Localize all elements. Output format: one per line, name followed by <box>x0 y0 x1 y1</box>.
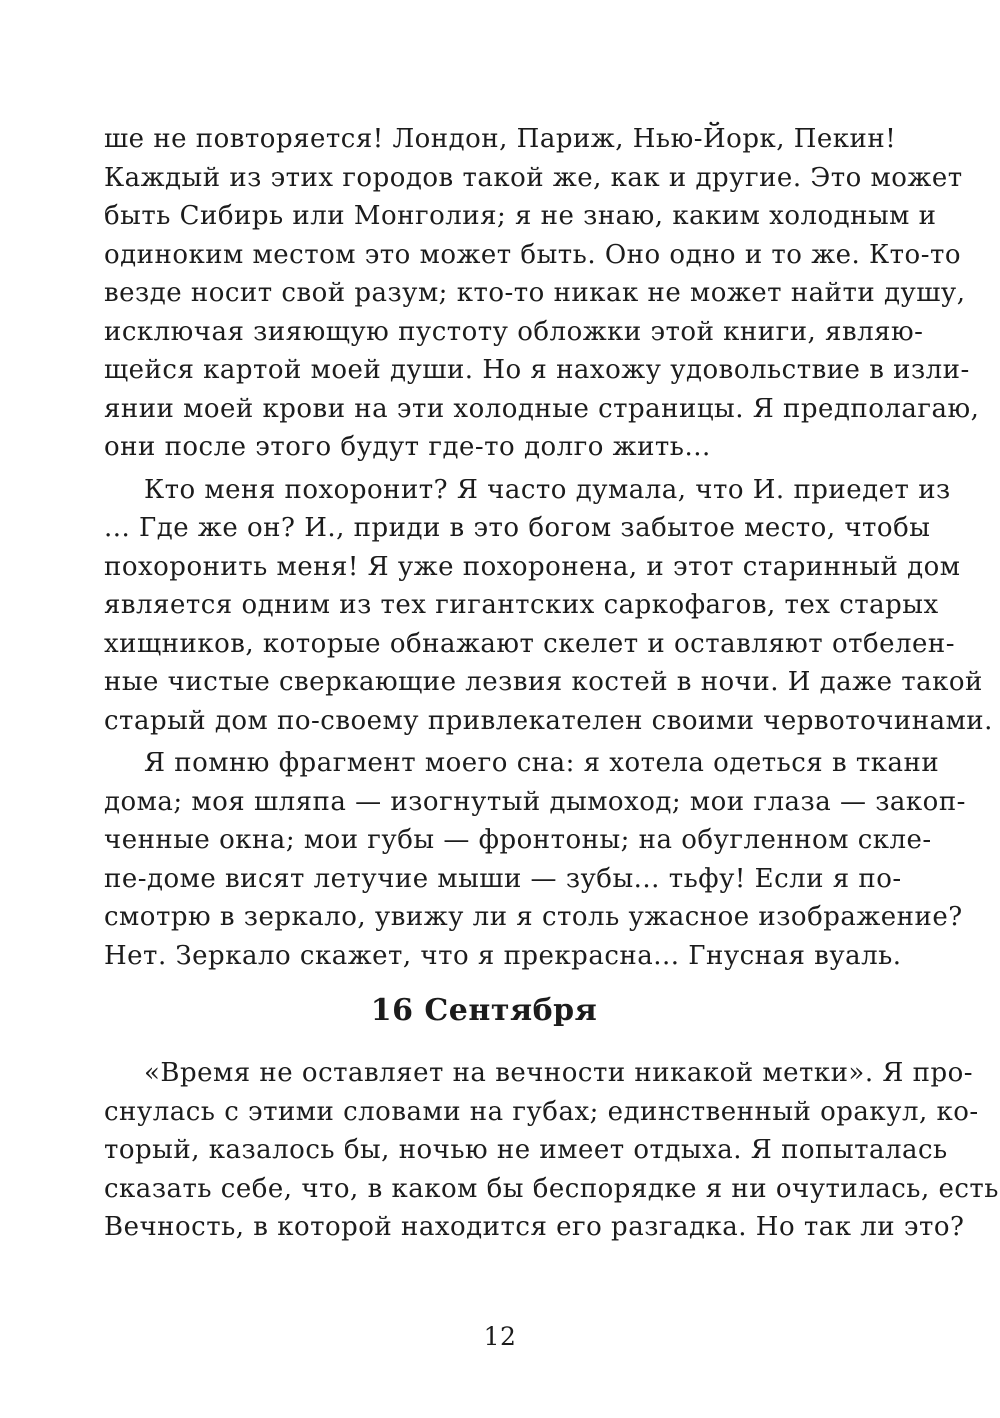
text-line: дома; моя шляпа — изогнутый дымоход; мои глаза — закоп- <box>104 786 966 817</box>
text-line: торый, казалось бы, ночью не имеет отдыха. Я попыталась <box>104 1135 948 1165</box>
text-line: ше не повторяется! Лондон, Париж, Нью-Йорк, Пекин! <box>104 124 897 154</box>
text-line: пе-доме висят летучие мыши — зубы... тьфу! Если я по- <box>104 863 902 894</box>
text-line: ные чистые сверкающие лезвия костей в ночи. И даже такой <box>104 667 983 697</box>
text-line: ... Где же он? И., приди в это богом забытое место, чтобы <box>104 513 931 543</box>
text-line: хищников, которые обнажают скелет и оставляют отбелен- <box>104 628 956 659</box>
text-line: янии моей крови на эти холодные страницы. Я предполагаю, <box>104 393 980 424</box>
paragraph-1 <box>104 120 980 467</box>
text-line: везде носит свой разум; кто-то никак не может найти душу, <box>104 278 966 308</box>
text-line: Я помню фрагмент моего сна: я хотела одеться в ткани <box>144 748 940 778</box>
page-number: 12 <box>483 1322 517 1351</box>
text-line: одиноким местом это может быть. Оно одно и то же. Кто-то <box>104 239 962 270</box>
text-line: они после этого будут где-то долго жить... <box>104 432 711 462</box>
text-line: ченные окна; мои губы — фронтоны; на обугленном скле- <box>104 825 932 855</box>
paragraph-2 <box>104 471 993 741</box>
paragraph-3 <box>104 744 966 975</box>
text-line: Каждый из этих городов такой же, как и другие. Это может <box>104 162 963 193</box>
text-line: сказать себе, что, в каком бы беспорядке я ни очутилась, есть <box>104 1173 999 1204</box>
text-line: похоронить меня! Я уже похоронена, и этот старинный дом <box>104 551 961 582</box>
text-line: Вечность, в которой находится его разгадка. Но так ли это? <box>104 1212 965 1242</box>
text-line: снулась с этими словами на губах; единственный оракул, ко- <box>104 1096 979 1127</box>
paragraph-4 <box>104 1054 999 1247</box>
text-line: «Время не оставляет на вечности никакой метки». Я про- <box>144 1058 974 1088</box>
text-line: Нет. Зеркало скажет, что я прекрасна... Гнусная вуаль. <box>104 940 902 971</box>
text-line: является одним из тех гигантских саркофагов, тех старых <box>104 590 939 620</box>
text-line: смотрю в зеркало, увижу ли я столь ужасное изображение? <box>104 902 963 932</box>
page-body <box>104 120 999 1251</box>
text-line: Кто меня похоронит? Я часто думала, что И. приедет из <box>144 474 951 505</box>
text-line: исключая зияющую пустоту обложки этой книги, являю- <box>104 316 924 347</box>
text-line: старый дом по-своему привлекателен своими червоточинами. <box>104 705 993 736</box>
text-line: быть Сибирь или Монголия; я не знаю, каким холодным и <box>104 201 937 231</box>
text-line: щейся картой моей души. Но я нахожу удовольствие в изли- <box>104 355 970 385</box>
section-heading: 16 Сентября <box>370 993 598 1028</box>
